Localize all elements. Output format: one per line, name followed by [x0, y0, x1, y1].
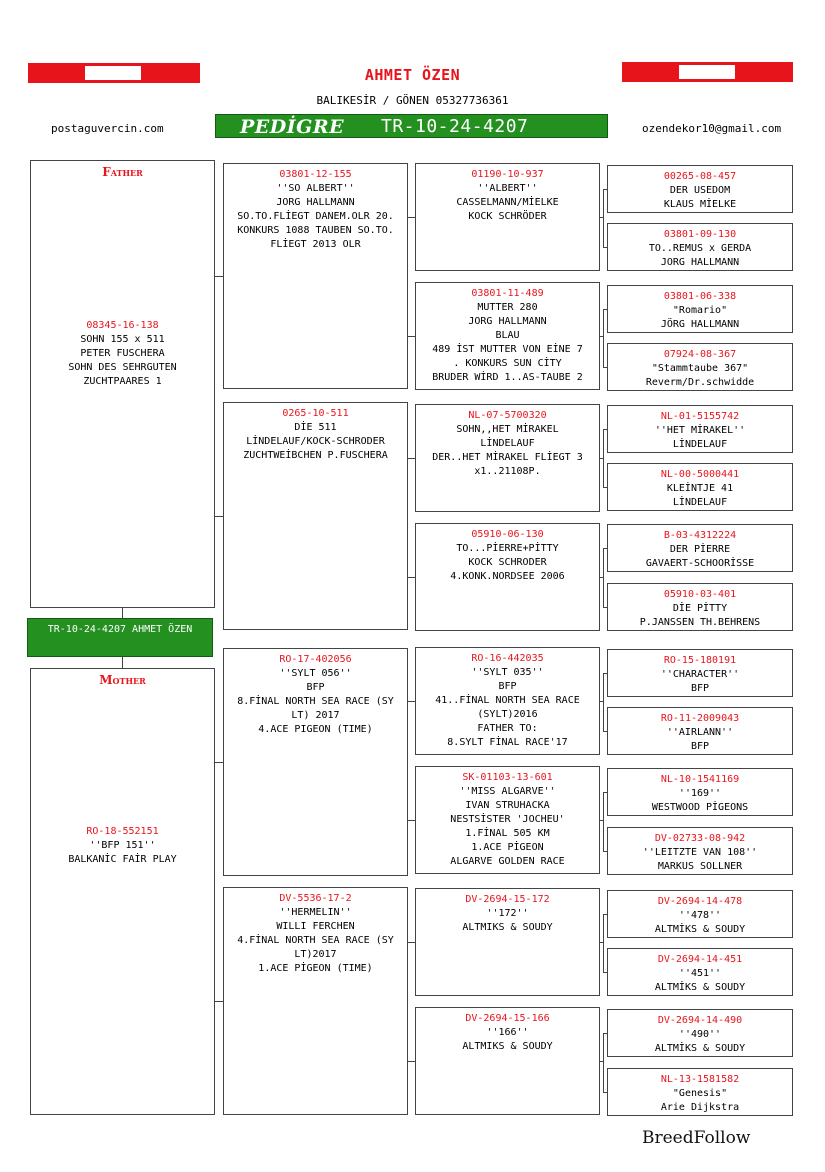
gen3-ring: DV-2694-15-166	[465, 1013, 550, 1024]
subject-ring: TR-10-24-4207	[47, 624, 127, 635]
gen3-line: (SYLT)2016	[477, 709, 538, 720]
gen4-line: LİNDELAUF	[672, 439, 728, 450]
gen4-line: ''490''	[678, 1029, 722, 1040]
mother-card[interactable]	[30, 668, 215, 1115]
pedigree-ring-number: TR-10-24-4207	[381, 116, 529, 137]
gen2-card[interactable]	[223, 887, 408, 1115]
gen3-line: IVAN STRUHACKA	[465, 800, 550, 811]
gen4-line: GAVAERT-SCHOORİSSE	[645, 558, 755, 569]
gen2-ring: 03801-12-155	[279, 169, 352, 180]
gen2-line: 1.ACE PİGEON (TIME)	[258, 963, 373, 974]
gen3-line: ''172''	[486, 908, 529, 919]
gen3-line: . KONKURS SUN CİTY	[453, 358, 562, 369]
gen3-line: 1.FİNAL 505 KM	[465, 828, 550, 839]
gen2-card[interactable]	[223, 402, 408, 630]
gen2-line: 4.ACE PIGEON (TIME)	[258, 724, 373, 735]
gen4-card[interactable]	[607, 285, 793, 333]
gen4-line: KLAUS MİELKE	[663, 199, 737, 210]
gen3-line: DER..HET MİRAKEL FLİEGT 3	[432, 452, 583, 463]
gen4-ring: DV-02733-08-942	[654, 833, 746, 844]
gen3-card[interactable]	[415, 647, 600, 755]
gen3-card[interactable]	[415, 282, 600, 390]
gen2-line: 4.FİNAL NORTH SEA RACE (SY	[237, 935, 394, 946]
gen3-line: ''ALBERT''	[477, 183, 538, 194]
father-line: SOHN 155 x 511	[80, 334, 165, 345]
gen4-card[interactable]	[607, 223, 793, 271]
gen4-ring: 07924-08-367	[663, 349, 737, 360]
gen2-line: SO.TO.FLİEGT DANEM.OLR 20.	[237, 211, 394, 222]
gen4-line: ''LEITZTE VAN 108''	[642, 847, 758, 858]
gen3-line: ''SYLT 035''	[471, 667, 544, 678]
pedigree-banner	[215, 114, 608, 138]
father-title: Father	[102, 165, 143, 179]
owner-name: AHMET ÖZEN	[364, 66, 461, 84]
gen2-line: ''HERMELIN''	[279, 907, 352, 918]
gen3-card[interactable]	[415, 523, 600, 631]
gen3-ring: SK-01103-13-601	[462, 772, 553, 783]
gen3-card[interactable]	[415, 404, 600, 512]
gen2-line: 8.FİNAL NORTH SEA RACE (SY	[237, 696, 394, 707]
gen4-line: ''AIRLANN''	[666, 727, 734, 738]
gen4-line: ''169''	[678, 788, 722, 799]
father-ring: 08345-16-138	[86, 320, 159, 331]
gen4-line: ''HET MİRAKEL''	[654, 425, 746, 436]
gen4-line: P.JANSSEN TH.BEHRENS	[639, 617, 761, 628]
gen3-line: FATHER TO:	[477, 723, 538, 734]
gen4-line: DİE PİTTY	[672, 603, 728, 614]
gen4-card[interactable]	[607, 463, 793, 511]
gen3-ring: 01190-10-937	[471, 169, 544, 180]
gen3-line: NESTSİSTER 'JOCHEU'	[450, 814, 565, 825]
gen3-card[interactable]	[415, 888, 600, 996]
gen3-line: ALTMIKS & SOUDY	[462, 1041, 553, 1052]
pedigree-label: PEDİGRE	[240, 116, 345, 138]
gen4-card[interactable]	[607, 1009, 793, 1057]
gen2-ring: 0265-10-511	[282, 408, 349, 419]
gen3-line: 4.KONK.NORDSEE 2006	[450, 571, 565, 582]
gen4-line: Reverm/Dr.schwidde	[645, 377, 755, 388]
gen2-ring: DV-5536-17-2	[279, 893, 352, 904]
gen2-line: DİE 511	[294, 422, 337, 433]
gen3-ring: 05910-06-130	[471, 529, 544, 540]
gen4-line: LİNDELAUF	[672, 497, 728, 508]
gen2-line: LT) 2017	[291, 710, 340, 721]
gen4-card[interactable]	[607, 583, 793, 631]
gen4-line: ALTMİKS & SOUDY	[654, 1043, 746, 1054]
gen4-line: MARKUS SOLLNER	[657, 861, 743, 872]
gen4-line: JORG HALLMANN	[660, 257, 740, 268]
gen3-line: KOCK SCHRODER	[468, 557, 547, 568]
gen4-ring: NL-13-1581582	[660, 1074, 740, 1085]
gen4-card[interactable]	[607, 165, 793, 213]
gen4-ring: B-03-4312224	[663, 530, 737, 541]
gen4-line: DER PİERRE	[669, 544, 731, 555]
gen3-line: 41..FİNAL NORTH SEA RACE	[435, 695, 580, 706]
gen2-line: KONKURS 1088 TAUBEN SO.TO.	[237, 225, 394, 236]
gen3-line: 1.ACE PİGEON	[471, 842, 544, 853]
gen2-line: WILLI FERCHEN	[276, 921, 355, 932]
gen4-card[interactable]	[607, 1068, 793, 1116]
gen4-card[interactable]	[607, 948, 793, 996]
subject-owner: AHMET ÖZEN	[132, 624, 193, 635]
mother-line: BALKANİC FAİR PLAY	[68, 854, 177, 865]
mother-title: Mother	[99, 673, 146, 687]
gen4-ring: RO-15-180191	[663, 655, 737, 666]
owner-address: BALIKESİR / GÖNEN 05327736361	[316, 94, 509, 107]
gen3-ring: NL-07-5700320	[468, 410, 547, 421]
gen4-line: ''451''	[678, 968, 722, 979]
gen4-line: BFP	[690, 741, 710, 752]
father-line: PETER FUSCHERA	[80, 348, 165, 359]
gen3-line: ALGARVE GOLDEN RACE	[450, 856, 565, 867]
gen4-card[interactable]	[607, 649, 793, 697]
gen4-ring: 05910-03-401	[663, 589, 737, 600]
breedfollow-logo: BreedFollow	[642, 1128, 751, 1148]
gen3-line: ''166''	[486, 1027, 529, 1038]
gen4-ring: NL-10-1541169	[660, 774, 740, 785]
gen3-card[interactable]	[415, 163, 600, 271]
father-line: ZUCHTPAARES 1	[83, 376, 162, 387]
gen2-line: LT)2017	[294, 949, 337, 960]
gen3-card[interactable]	[415, 766, 600, 874]
gen2-line: ''SYLT 056''	[279, 668, 352, 679]
gen4-card[interactable]	[607, 707, 793, 755]
gen3-line: 8.SYLT FİNAL RACE'17	[447, 737, 568, 748]
gen4-ring: 03801-06-338	[663, 291, 737, 302]
gen4-line: Arie Dijkstra	[660, 1102, 740, 1113]
gen2-line: ZUCHTWEİBCHEN P.FUSCHERA	[243, 450, 388, 461]
gen4-line: ''478''	[678, 910, 722, 921]
gen4-ring: RO-11-2009043	[660, 713, 740, 724]
gen3-line: SOHN,,HET MİRAKEL	[456, 424, 559, 435]
gen3-line: BRUDER WİRD 1..AS-TAUBE 2	[432, 372, 583, 383]
gen2-line: ''SO ALBERT''	[276, 183, 355, 194]
gen4-card[interactable]	[607, 827, 793, 875]
gen4-line: WESTWOOD PİGEONS	[651, 802, 749, 813]
subject-card[interactable]	[27, 618, 213, 657]
gen3-line: MUTTER 280	[477, 302, 538, 313]
gen4-line: JÖRG HALLMANN	[660, 319, 740, 330]
gen3-line: TO...PİERRE+PİTTY	[456, 543, 559, 554]
gen4-line: ALTMİKS & SOUDY	[654, 924, 746, 935]
gen4-card[interactable]	[607, 768, 793, 816]
gen4-line: KLEİNTJE 41	[666, 483, 734, 494]
gen4-line: DER USEDOM	[669, 185, 731, 196]
gen4-ring: 00265-08-457	[663, 171, 737, 182]
father-card[interactable]	[30, 160, 215, 608]
gen4-ring: DV-2694-14-490	[657, 1015, 743, 1026]
gen2-ring: RO-17-402056	[279, 654, 352, 665]
mother-ring: RO-18-552151	[86, 826, 159, 837]
gen3-line: KOCK SCHRÖDER	[468, 211, 547, 222]
gen3-ring: RO-16-442035	[471, 653, 544, 664]
gen4-line: ''CHARACTER''	[660, 669, 740, 680]
gen2-line: FLİEGT 2013 OLR	[270, 239, 361, 250]
gen4-ring: NL-01-5155742	[660, 411, 740, 422]
email-link[interactable]: ozendekor10@gmail.com	[642, 122, 782, 135]
mother-line: ''BFP 151''	[89, 840, 156, 851]
gen4-card[interactable]	[607, 890, 793, 938]
gen3-ring: 03801-11-489	[471, 288, 544, 299]
gen2-card[interactable]	[223, 163, 408, 389]
father-line: SOHN DES SEHRGUTEN	[68, 362, 177, 373]
gen4-line: "Genesis"	[672, 1088, 728, 1099]
gen3-line: LİNDELAUF	[480, 438, 535, 449]
gen4-line: ALTMİKS & SOUDY	[654, 982, 746, 993]
gen3-ring: DV-2694-15-172	[465, 894, 550, 905]
gen3-line: 489 İST MUTTER VON EİNE 7	[432, 344, 583, 355]
gen3-line: BFP	[498, 681, 517, 692]
gen3-line: ALTMIKS & SOUDY	[462, 922, 553, 933]
gen4-line: "Stammtaube 367"	[651, 363, 749, 374]
gen3-line: CASSELMANN/MİELKE	[456, 197, 559, 208]
gen4-line: BFP	[690, 683, 710, 694]
gen4-card[interactable]	[607, 343, 793, 391]
gen3-line: JORG HALLMANN	[468, 316, 547, 327]
gen2-card[interactable]	[223, 648, 408, 876]
website-link[interactable]: postaguvercin.com	[51, 122, 164, 135]
gen4-line: TO..REMUS x GERDA	[648, 243, 752, 254]
gen3-line: ''MISS ALGARVE''	[459, 786, 556, 797]
gen2-line: BFP	[306, 682, 325, 693]
gen3-card[interactable]	[415, 1007, 600, 1115]
gen4-line: "Romario"	[672, 305, 728, 316]
gen4-ring: 03801-09-130	[663, 229, 737, 240]
gen4-ring: DV-2694-14-478	[657, 896, 743, 907]
gen4-card[interactable]	[607, 524, 793, 572]
gen4-ring: NL-00-5000441	[660, 469, 740, 480]
gen2-line: JORG HALLMANN	[276, 197, 355, 208]
gen4-card[interactable]	[607, 405, 793, 453]
gen3-line: x1..21108P.	[474, 466, 541, 477]
gen4-ring: DV-2694-14-451	[657, 954, 743, 965]
gen3-line: BLAU	[495, 330, 520, 341]
gen2-line: LİNDELAUF/KOCK-SCHRODER	[246, 436, 385, 447]
